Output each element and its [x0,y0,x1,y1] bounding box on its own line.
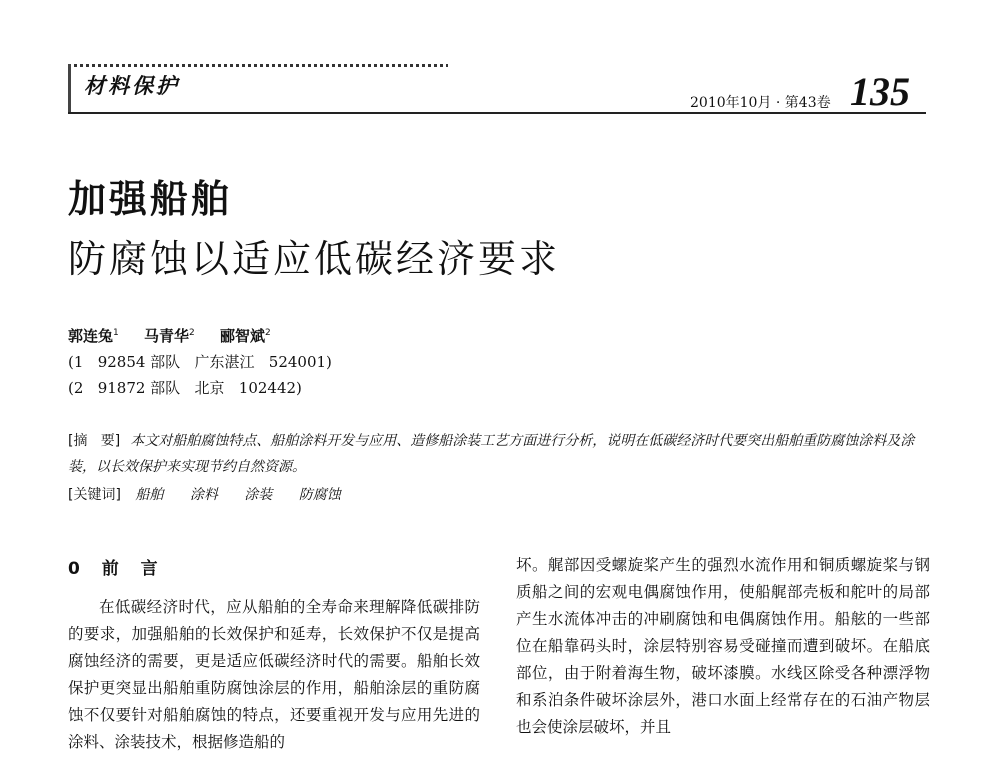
author [68,327,119,345]
affiliation: (1 92854 部队 广东湛江 524001) [68,353,332,371]
article-title-line-2: 防腐蚀以适应低碳经济要求 [68,237,561,281]
author-list [68,325,291,346]
author-affil-mark: 2 [189,328,195,338]
keyword: 船舶 [135,487,164,503]
keyword: 防腐蚀 [298,487,341,503]
section-heading: 0 前 言 [68,559,166,579]
keywords [68,484,363,504]
article-title-line-1: 加强船舶 [68,177,233,221]
body-column-left: 在低碳经济时代，应从船舶的全寿命来理解降低碳排防的要求，加强船舶的长效保护和延寿，长效保护不仅是提高腐蚀经济的需要，更是适应低碳经济时代的需要。船舶长效保护更突显出船舶重防腐蚀涂层的作用，船舶涂层的重防腐蚀不仅要针对船舶腐蚀的特点，还要重视开发与应用先进的涂料、涂装技术，根据修造船的 [68,598,480,751]
body-column-right: 坏。艉部因受螺旋桨产生的强烈水流作用和铜质螺旋桨与钢质船之间的宏观电偶腐蚀作用，使船艉部壳板和舵叶的局部产生水流体冲击的冲刷腐蚀和电偶腐蚀作用。船舷的一些部位在船靠码头时，涂层特别容易受碰撞而遭到破坏。在船底部位，由于附着海生物，破坏漆膜。水线区除受各种漂浮物和系泊条件破坏涂层外，港口水面上经常存在的石油产物层也会使涂层破坏，并且 [516,556,930,736]
author-affil-mark: 2 [264,328,271,338]
author [144,327,195,345]
author-affil-mark: 1 [113,328,119,338]
abstract [68,428,930,480]
keywords-label: [关键词] [68,487,121,503]
author-name: 马青华 [143,327,189,345]
affiliation: (2 91872 部队 北京 102442) [68,379,302,397]
author-name: 郭连兔 [68,327,114,345]
keyword: 涂装 [244,487,273,503]
abstract-label: [摘 要] [68,433,121,449]
issue-info: 2010年10月 · 第43卷 [690,95,831,111]
abstract-text: 本文对船舶腐蚀特点、船舶涂料开发与应用、造修船涂装工艺方面进行分析，说明在低碳经济时代要突出船舶重防腐蚀涂料及涂装，以长效保护来实现节约自然资源。 [68,433,915,475]
journal-name: 材料保护 [84,74,180,98]
author [220,327,271,345]
keyword: 涂料 [189,487,218,503]
page-number: 135 [850,69,910,114]
author-name: 郦智斌 [219,327,265,345]
